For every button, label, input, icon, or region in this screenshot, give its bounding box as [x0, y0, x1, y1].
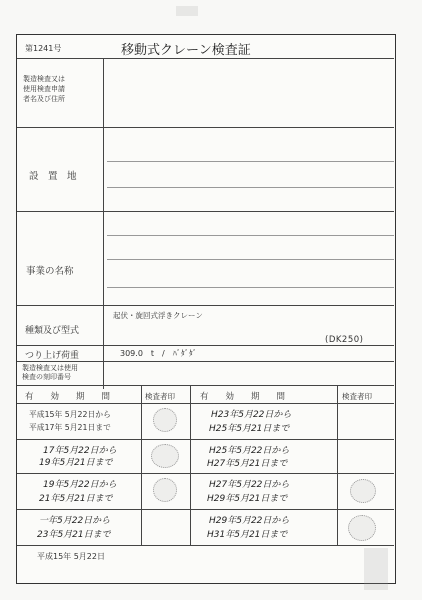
type-model-label: 種類及び型式	[25, 326, 80, 336]
validity-from-handwritten: 17年5月22日から	[43, 446, 117, 456]
inspector-seal-stamp	[348, 515, 376, 541]
validity-from-handwritten: H29年5月22日から	[209, 516, 290, 526]
issue-date: 平成15年 5月22日	[37, 552, 105, 561]
table-column-divider	[141, 385, 142, 545]
validity-to-handwritten: H31年5月21日まで	[207, 530, 288, 540]
header-divider	[17, 58, 394, 59]
business-name-label: 事業の名称	[26, 266, 74, 277]
row-divider	[17, 345, 394, 346]
inspector-seal-stamp	[153, 478, 177, 502]
validity-to-handwritten: 21年5月21日まで	[39, 494, 113, 504]
inspector-seal-stamp	[350, 479, 376, 503]
document-number: 第1241号	[25, 44, 62, 53]
row-divider	[17, 305, 394, 306]
label-column-divider	[103, 58, 104, 389]
validity-to-handwritten: H25年5月21日まで	[209, 424, 290, 434]
row-divider	[17, 211, 394, 212]
validity-from-handwritten: 一年5月22日から	[39, 516, 111, 526]
table-row-divider	[17, 473, 394, 474]
location-line	[107, 187, 394, 188]
applicant-label-line3: 者名及び住所	[23, 95, 65, 103]
validity-from-handwritten: H27年5月22日から	[209, 480, 290, 490]
validity-header-right: 有 効 期 間	[200, 392, 286, 402]
business-line	[107, 259, 394, 260]
validity-from: 平成15年 5月22日から	[29, 410, 111, 419]
business-line	[107, 287, 394, 288]
row-divider	[17, 361, 394, 362]
table-row-divider	[17, 439, 394, 440]
validity-to-handwritten: 19年5月21日まで	[39, 458, 113, 468]
table-row-divider	[17, 545, 394, 546]
applicant-label-line2: 使用検査申請	[23, 85, 65, 93]
inspection-certificate	[16, 34, 396, 584]
inspector-seal-header-right: 検査者印	[342, 392, 372, 401]
seal-number-label-line2: 検査の刻印番号	[22, 373, 71, 381]
scan-artifact	[364, 548, 388, 590]
document-title: 移動式クレーン検査証	[121, 43, 251, 58]
row-divider	[17, 127, 394, 128]
validity-from-handwritten: H25年5月22日から	[209, 446, 290, 456]
location-label: 設 置 地	[29, 171, 77, 182]
crane-type-value: 起伏・旋回式浮きクレーン	[113, 311, 203, 320]
table-column-divider	[190, 385, 191, 545]
validity-to-handwritten: H29年5月21日まで	[207, 494, 288, 504]
validity-from-handwritten: 19年5月22日から	[43, 480, 117, 490]
validity-to-handwritten: H27年5月21日まで	[207, 459, 288, 469]
validity-to: 平成17年 5月21日まで	[29, 423, 111, 432]
location-line	[107, 161, 394, 162]
validity-header-left: 有 効 期 間	[25, 392, 111, 402]
inspector-seal-stamp	[151, 444, 179, 468]
business-line	[107, 235, 394, 236]
inspector-seal-stamp	[153, 408, 177, 432]
applicant-label-line1: 製造検査又は	[23, 75, 65, 83]
validity-from-handwritten: H23年5月22日から	[211, 410, 292, 420]
seal-number-label-line1: 製造検査又は使用	[22, 364, 78, 372]
table-header-divider	[17, 403, 394, 404]
capacity-value: 309.0 t / ﾊﾞﾀﾞﾀﾞ	[120, 349, 197, 358]
capacity-label: つり上げ荷重	[25, 351, 80, 361]
scan-artifact	[176, 6, 198, 16]
validity-to-handwritten: 23年5月21日まで	[37, 530, 111, 540]
inspector-seal-header-left: 検査者印	[145, 392, 175, 401]
table-row-divider	[17, 509, 394, 510]
table-column-divider	[337, 385, 338, 545]
crane-model: (DK250)	[325, 335, 364, 345]
